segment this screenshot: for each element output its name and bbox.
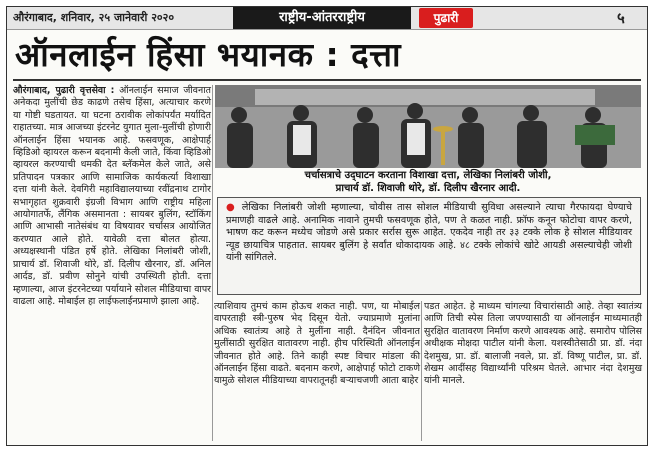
headline: ऑनलाईन हिंसा भयानक : दत्ता (15, 35, 402, 74)
article-text-2: त्याशिवाय तुमचं काम होऊच शकत नाही. पण, या मोबाईल वापरताही स्त्री-पुरुष भेद दिसून येतो. ज्याप्रमाणे मुलांना अधिक स्वातंत्र्य आहे ते मुलींना नाही. दैनंदिन जीवनात मुलींसाठी सुरक्षित वातावरण नाही. हीच परिस्थिती ऑनलाईन जीवनात होते आहे. तिने काही स्पष्ट विचार मांडला की ऑनलाईन हिंसा वाढते. बदनाम करणे, आक्षेपार्ह फोटो टाकणे यामुळे सोशल मीडियाच्या वापरातूनही बऱ्याचजणी आता बाहेर (214, 301, 420, 387)
caption-line-1: चर्चासत्राचे उद्‌घाटन करताना विशाखा दत्ता, लेखिका निलांबरी जोशी, (304, 170, 552, 181)
bullet-icon: ● (226, 202, 237, 213)
section-banner: राष्ट्रीय-आंतरराष्ट्रीय (233, 7, 411, 29)
article-column-2 (214, 301, 420, 388)
photo-caption (215, 169, 641, 195)
byline: औरंगाबाद, पुढारी वृत्तसेवा : (13, 85, 115, 96)
quote-box (217, 197, 641, 295)
headline-rule (13, 79, 641, 81)
article-text-3: पडत आहेत. हे माध्यम चांगल्या विचारांसाठी आहे. तेव्हा स्वातंत्र्य आणि तिची स्पेस तिला जपण्यासाठी या ऑनलाईन माध्यमातही सुरक्षित वातावरण निर्माण करणे आवश्यक आहे. समारोप पोलिस अधीक्षक मोक्षदा पाटील यांनी केला. यशस्वीतेसाठी प्रा. डॉ. नंदा देशमुख, प्रा. डॉ. बालाजी नवले, प्रा. डॉ. विष्णू पाटील, प्रा. डॉ. शेखम आदींसह विद्यार्थ्यांनी परिश्रम घेतले. आभार नंदा देशमुख यांनी मानले. (424, 301, 642, 387)
brand-logo: पुढारी (419, 8, 473, 28)
quote-text: लेखिका निलांबरी जोशी म्हणाल्या, चोवीस तास सोशल मीडियाची सुविधा असल्याने त्याचा गैरफायदा घेण्याचे प्रमाणही वाढले आहे. अनामिक नावाने तुमची फसवणूक होते, पण ते कळत नाही. फ्रॉफ कनून फोटोचा वापर करणे, भाषण कट करून मध्येच जोडणे असे प्रकार सर्रास सुरू आहेत. एकदेव नाही तर ३३ टक्के लोक हे सोशल मीडियावर न्यूड छायाचित्र पाहतात. सायबर बुलिंग हे सर्वांत धोकादायक आहे. ४८ टक्के लोकांचे खोटे आयडी असल्याचेही जोशी यांनी सांगितले. (226, 202, 632, 264)
page-number: ५ (617, 9, 625, 27)
caption-line-2: प्राचार्य डॉ. शिवाजी थोरे, डॉ. दिलीप खैरनार आदी. (335, 183, 521, 194)
event-photo (215, 85, 641, 168)
column-divider (212, 85, 213, 441)
newspaper-page (6, 6, 648, 446)
event-photo-image (215, 85, 641, 168)
page-header (7, 7, 647, 30)
article-column-3 (424, 301, 642, 388)
article-text-1: ऑनलाईन समाज जीवनात अनेकदा मुलींची छेड काढणे तसेच हिंसा, अत्याचार करणे या गोष्टी घडतायत. या घटना ठरावीक लोकांपर्यंत मर्यादित राहातच्या. मात्र आजच्या इंटरनेट युगात मुला-मुलींची होणारी ऑनलाईन हिंसा भयानक आहे. फसवणूक, आक्षेपार्ह व्हिडिओ व्हायरल करून बदनामी केली जाते, किंवा व्हिडिओ व्हायरल करण्याची धमकी देत ब्लॅकमेल केले जाते, असे प्रतिपादन पत्रकार आणि सामाजिक कार्यकर्त्या विशाखा दत्ता यांनी केले. देवगिरी महाविद्यालयाच्या रवींद्रनाथ टागोर सभागृहात शुक्रवारी इंग्रजी विभाग आणि राष्ट्रीय महिला आयोगातर्फे, लैंगिक असमानता : सायबर बुलिंग, स्टॉकिंग आणि आभासी नातेसंबंध या विषयावर चर्चासत्र आयोजित करण्यात आले होते. यावेळी दत्ता बोलत होत्या. अध्यक्षस्थानी पंडित हर्षे होते. लेखिका निलांबरी जोशी, प्राचार्य डॉ. शिवाजी थोरे, डॉ. दिलीप खैरनार, डॉ. अनिल आर्दड, डॉ. प्रवीण सोनुने यांची उपस्थिती होती. दत्ता म्हणाल्या, आज इंटरनेटच्या पर्यायाने सोशल मीडियाचा वापर वाढला आहे. मोबाईल हा लाईफलाईनप्रमाणे झाला आहे. (13, 85, 211, 307)
dateline: औरंगाबाद, शनिवार, २५ जानेवारी २०२० (13, 11, 175, 24)
column-divider (421, 301, 422, 441)
article-column-1 (13, 85, 211, 308)
